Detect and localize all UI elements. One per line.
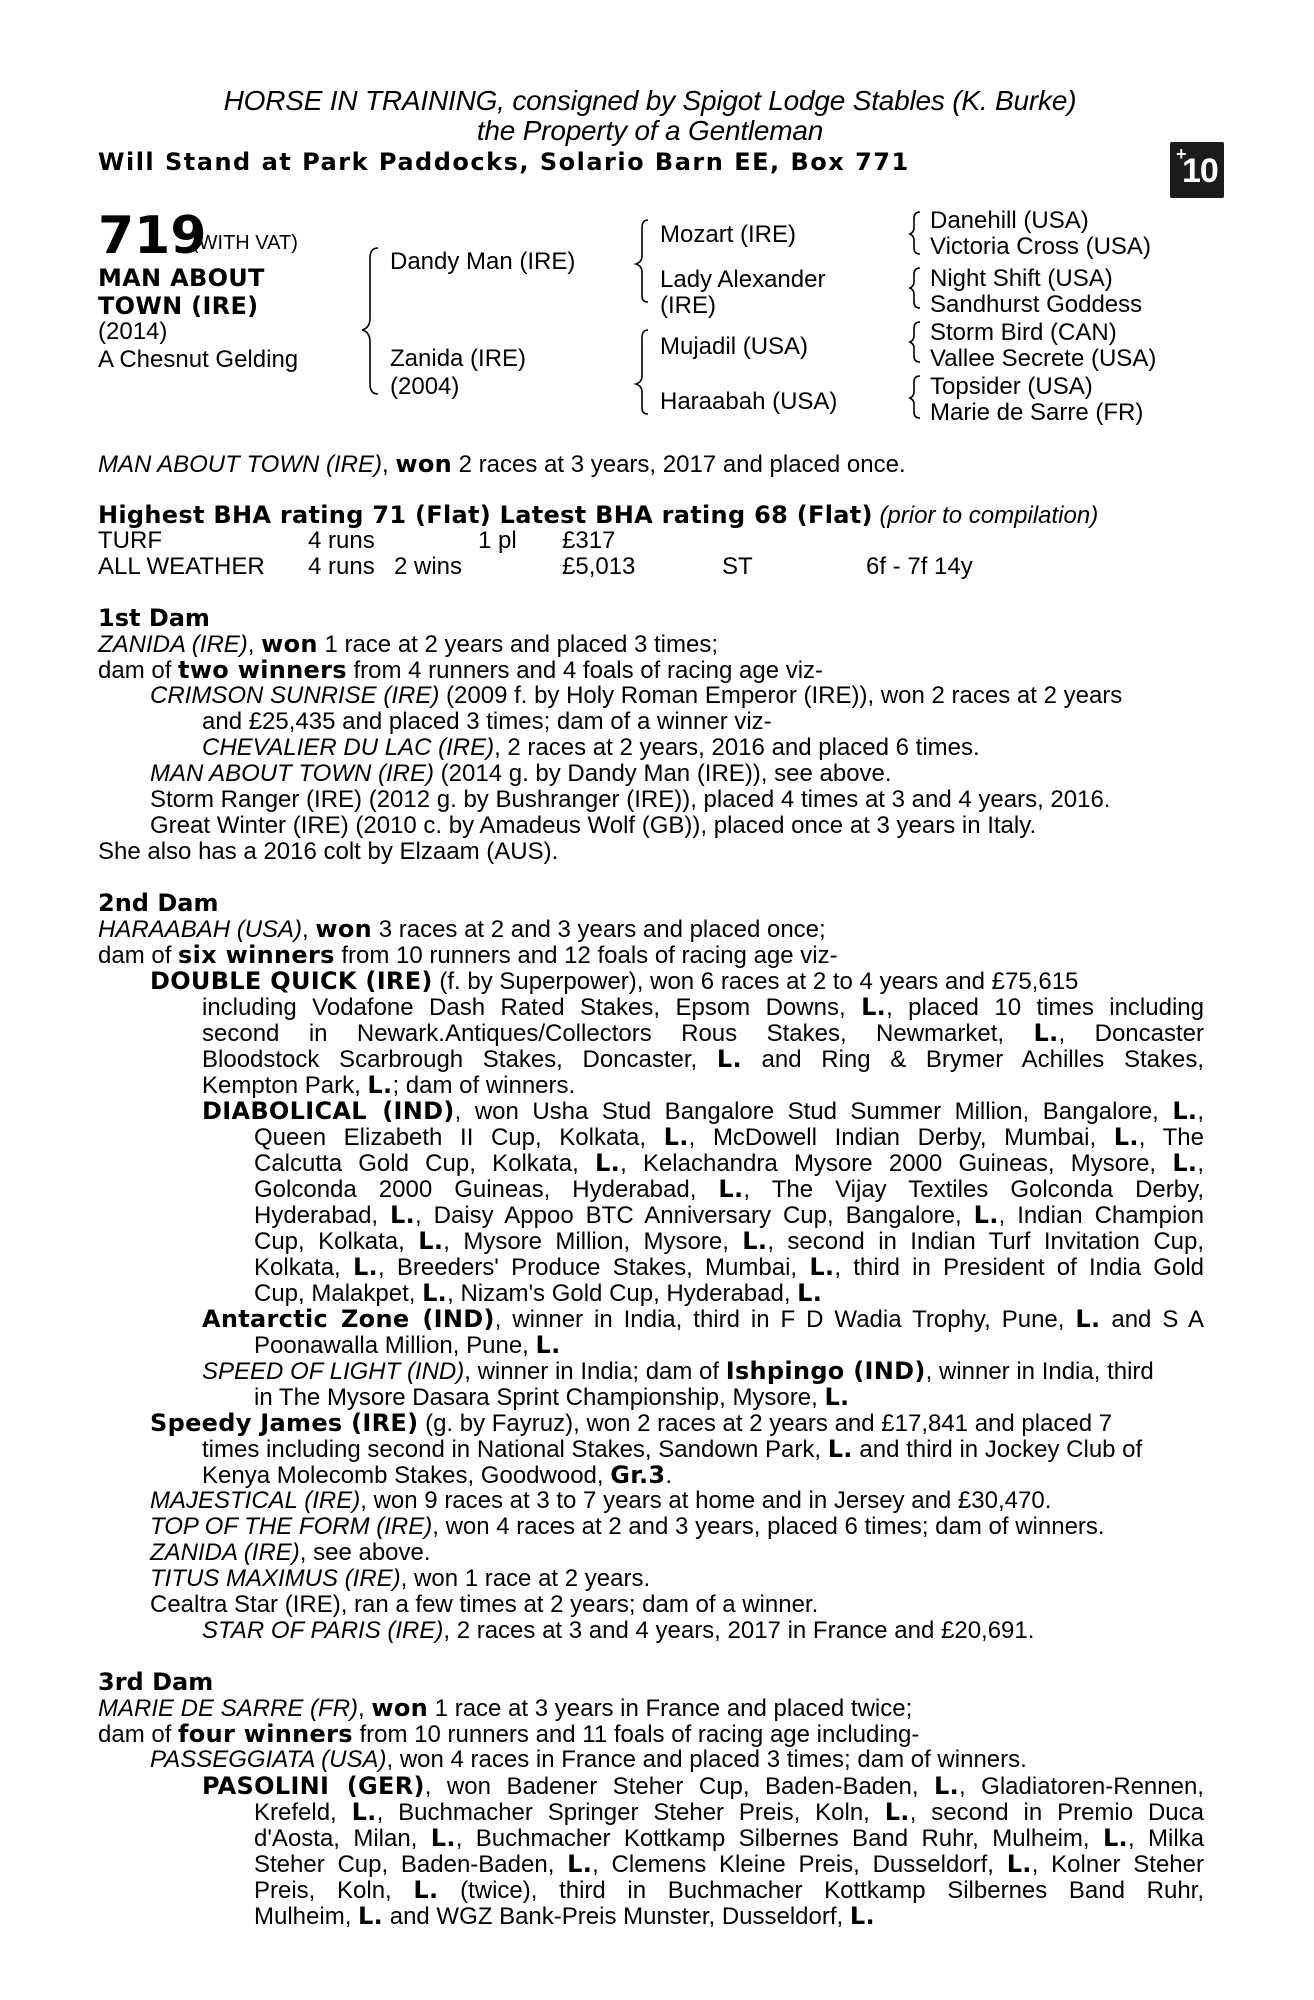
double-quick-line5 <box>202 1072 575 1099</box>
text-run: L. <box>351 1798 377 1826</box>
foaling-year: (2014) <box>98 318 168 345</box>
text-run: £5,013 <box>562 553 636 580</box>
horse-name-line1: MAN ABOUT <box>98 264 265 292</box>
diabolical-line3 <box>254 1150 1204 1177</box>
produce-crimson-sunrise-cont: and £25,435 and placed 3 times; dam of a winner viz- <box>202 708 772 735</box>
bracket-dam-line <box>636 330 648 414</box>
produce-majestical <box>150 1488 1051 1514</box>
text-run: Cup, Malakpet, <box>254 1280 423 1307</box>
text-run: TOP OF THE FORM (IRE) <box>150 1513 433 1540</box>
ancestor-g4: Sandhurst Goddess <box>930 291 1143 318</box>
text-run: L. <box>390 1201 416 1229</box>
first-dam-heading: 1st Dam <box>98 604 210 632</box>
text-run: (g. by Fayruz), won 2 races at 2 years and £17,841 and placed 7 <box>418 1410 1113 1437</box>
text-run: L. <box>535 1331 561 1359</box>
text-run: and third in Jockey Club of <box>852 1436 1143 1463</box>
double-quick-line2 <box>202 994 1204 1021</box>
text-run: , won 1 race at 2 years. <box>400 1565 651 1592</box>
text-run: L. <box>352 1253 378 1281</box>
diabolical-line2 <box>254 1124 1204 1151</box>
ancestor-g3: Night Shift (USA) <box>930 265 1113 292</box>
produce-passeggiata <box>150 1747 1027 1773</box>
text-run: L. <box>1006 1850 1032 1878</box>
text-run: L. <box>973 1201 999 1229</box>
text-run: times including second in National Stakes, Sandown Park, <box>202 1436 828 1463</box>
text-run: two winners <box>178 656 347 684</box>
first-dam-produce <box>98 657 823 684</box>
text-run: £317 <box>562 527 616 554</box>
text-run: , Milka <box>1127 1825 1205 1852</box>
text-run: second in Newark.Antiques/Collectors Rous Stakes, Newmarket, <box>202 1020 1034 1047</box>
text-run: , <box>382 451 396 478</box>
diabolical-line6 <box>254 1228 1204 1255</box>
text-run: Bloodstock Scarbrough Stakes, Doncaster, <box>202 1046 717 1073</box>
text-run: , 2 races at 2 years, 2016 and placed 6 times. <box>494 734 980 761</box>
text-run: L. <box>1172 1149 1198 1177</box>
produce-star-of-paris <box>202 1618 1034 1644</box>
text-run: 6f - 7f 14y <box>866 553 973 580</box>
produce-diabolical <box>202 1098 1204 1125</box>
bracket-g4 <box>910 376 920 418</box>
text-run: 4 runs <box>308 553 375 580</box>
text-run: , Gladiatoren-Rennen, <box>959 1773 1204 1800</box>
text-run: , won Usha Stud Bangalore Stud Summer Million, Bangalore, <box>454 1098 1173 1125</box>
text-run: 3 races at 2 and 3 years and placed once; <box>372 916 826 943</box>
third-dam-line <box>98 1695 912 1722</box>
text-run: DOUBLE QUICK (IRE) <box>150 967 433 995</box>
text-run: L. <box>358 1902 384 1930</box>
text-run: won <box>371 1694 429 1722</box>
text-run: , McDowell Indian Derby, Mumbai, <box>688 1124 1114 1151</box>
produce-antarctic-zone <box>202 1306 1204 1333</box>
second-dam-heading: 2nd Dam <box>98 889 219 917</box>
text-run: , won 4 races at 2 and 3 years, placed 6 times; dam of winners. <box>432 1513 1105 1540</box>
text-run: MAN ABOUT TOWN (IRE) <box>98 451 382 478</box>
badge-number: 10 <box>1182 152 1218 190</box>
produce-crimson-sunrise <box>150 683 1122 709</box>
diabolical-line5 <box>254 1202 1204 1229</box>
text-run: , winner in India, third in F D Wadia Trophy, Pune, <box>494 1306 1076 1333</box>
text-run: L. <box>1033 1019 1059 1047</box>
text-run: L. <box>1113 1123 1139 1151</box>
text-run: (2009 f. by Holy Roman Emperor (IRE)), won 2 races at 2 years <box>439 682 1123 709</box>
text-run: Queen Elizabeth II Cup, Kolkata, <box>254 1124 664 1151</box>
text-run: in The Mysore Dasara Sprint Championship, Mysore, <box>254 1384 825 1411</box>
text-run: d'Aosta, Milan, <box>254 1825 431 1852</box>
text-run: , The Vijay Textiles Golconda Derby, <box>743 1176 1204 1203</box>
produce-speed-of-light <box>202 1358 1154 1385</box>
text-run: L. <box>824 1383 850 1411</box>
horse-name-line2: TOWN (IRE) <box>98 292 259 320</box>
pasolini-line2 <box>254 1799 1204 1826</box>
text-run: HARAABAH (USA) <box>98 916 303 943</box>
text-run: Poonawalla Million, Pune, <box>254 1332 536 1359</box>
produce-titus-maximus <box>150 1566 650 1592</box>
diabolical-line7 <box>254 1254 1204 1281</box>
text-run: L. <box>827 1435 853 1463</box>
text-run: , winner in India, third <box>925 1358 1154 1385</box>
pasolini-line6 <box>254 1903 875 1930</box>
text-run: Kolkata, <box>254 1254 353 1281</box>
consignor-line: HORSE IN TRAINING, consigned by Spigot Lodge Stables (K. Burke) <box>223 85 1077 116</box>
ratings-line <box>98 502 1098 529</box>
text-run: six winners <box>178 941 335 969</box>
text-run: 4 runs <box>308 527 375 554</box>
text-run: , won Badener Steher Cup, Baden-Baden, <box>424 1773 934 1800</box>
bracket-g1 <box>910 212 920 254</box>
text-run: Gr.3 <box>610 1461 666 1489</box>
ancestor-g6: Vallee Secrete (USA) <box>930 345 1157 372</box>
speed-of-light-line2 <box>254 1384 849 1411</box>
text-run: Speedy James (IRE) <box>150 1409 419 1437</box>
text-run: CRIMSON SUNRISE (IRE) <box>150 682 440 709</box>
text-run: , 2 races at 3 and 4 years, 2017 in France and £20,691. <box>443 1617 1035 1644</box>
text-run: from 4 runners and 4 foals of racing age viz- <box>346 657 824 684</box>
text-run: PASSEGGIATA (USA) <box>150 1746 387 1773</box>
text-run: , Mysore Million, Mysore, <box>443 1228 743 1255</box>
text-run: Golconda 2000 Guineas, Hyderabad, <box>254 1176 719 1203</box>
double-quick-line3 <box>202 1020 1204 1047</box>
text-run: Cup, Kolkata, <box>254 1228 419 1255</box>
produce-great-winter: Great Winter (IRE) (2010 c. by Amadeus Wolf (GB)), placed once at 3 years in Italy. <box>150 812 1037 839</box>
text-run: TITUS MAXIMUS (IRE) <box>150 1565 401 1592</box>
text-run: , <box>358 1695 372 1722</box>
bracket-g2 <box>910 268 920 308</box>
text-run: , <box>1197 1098 1205 1125</box>
text-run: DIABOLICAL (IND) <box>202 1097 455 1125</box>
text-run: (twice), third in Buchmacher Kottkamp Silbernes Band Ruhr, <box>438 1877 1205 1904</box>
text-run: Kenya Molecomb Stakes, Goodwood, <box>202 1462 611 1489</box>
ancestor-g7: Topsider (USA) <box>930 373 1093 400</box>
text-run: L. <box>1075 1305 1101 1333</box>
first-dam-line <box>98 631 718 658</box>
text-run: , Breeders' Produce Stakes, Mumbai, <box>377 1254 810 1281</box>
text-run: , won 9 races at 3 to 7 years at home and in Jersey and £30,470. <box>360 1487 1052 1514</box>
text-run: L. <box>413 1876 439 1904</box>
text-run: PASOLINI (GER) <box>202 1772 425 1800</box>
speedy-james-line3 <box>202 1462 672 1489</box>
text-run: , Daisy Appoo BTC Anniversary Cup, Bangalore, <box>415 1202 974 1229</box>
text-run: , Buchmacher Springer Steher Preis, Koln, <box>376 1799 885 1826</box>
text-run: (2014 g. by Dandy Man (IRE)), see above. <box>434 760 892 787</box>
text-run: L. <box>718 1175 744 1203</box>
antarctic-zone-line2 <box>254 1332 561 1359</box>
text-run: L. <box>430 1824 456 1852</box>
sire-dam-line1: Lady Alexander <box>660 266 826 293</box>
bracket-sire-line <box>636 220 648 302</box>
produce-pasolini <box>202 1773 1204 1800</box>
third-dam-produce <box>98 1721 919 1748</box>
dam-year: (2004) <box>390 373 460 400</box>
stabling-line: Will Stand at Park Paddocks, Solario Barn EE, Box 771 <box>98 148 910 176</box>
text-run: L. <box>797 1279 823 1307</box>
text-run: and WGZ Bank-Preis Munster, Dusseldorf, <box>383 1903 850 1930</box>
text-run: L. <box>367 1071 393 1099</box>
ancestor-g1: Danehill (USA) <box>930 207 1089 234</box>
text-run: dam of <box>98 657 179 684</box>
bracket-g3 <box>910 322 920 362</box>
pedigree-brackets <box>0 0 1314 460</box>
text-run: L. <box>567 1850 593 1878</box>
pasolini-line3 <box>254 1825 1204 1852</box>
produce-zanida <box>150 1540 431 1566</box>
sire-name: Dandy Man (IRE) <box>390 248 576 275</box>
text-run: ; dam of winners. <box>392 1072 576 1099</box>
text-run: , <box>302 916 316 943</box>
property-line: the Property of a Gentleman <box>476 115 824 146</box>
dam-name: Zanida (IRE) <box>390 345 527 372</box>
text-run: , <box>1197 1150 1204 1177</box>
text-run: . <box>665 1462 673 1489</box>
third-dam-heading: 3rd Dam <box>98 1668 214 1696</box>
pasolini-line5 <box>254 1877 1204 1904</box>
text-run: 1 race at 2 years and placed 3 times; <box>317 631 718 658</box>
text-run: L. <box>1172 1097 1198 1125</box>
produce-chevalier-du-lac <box>202 735 980 761</box>
race-summary <box>98 451 906 478</box>
text-run: L. <box>595 1149 621 1177</box>
text-run: Antarctic Zone (IND) <box>202 1305 495 1333</box>
text-run: 1 race at 3 years in France and placed twice; <box>428 1695 913 1722</box>
text-run: Mulheim, <box>254 1903 359 1930</box>
text-run: , placed 10 times including <box>886 994 1204 1021</box>
text-run: 1 pl <box>478 527 517 554</box>
text-run: dam of <box>98 942 179 969</box>
text-run: won <box>395 450 452 478</box>
produce-man-about-town <box>150 761 892 787</box>
text-run: L. <box>742 1227 768 1255</box>
dam-dam: Haraabah (USA) <box>660 388 838 415</box>
lot-number: 719 <box>98 206 207 266</box>
sire-dam-line2: (IRE) <box>660 292 716 319</box>
ancestor-g8: Marie de Sarre (FR) <box>930 399 1144 426</box>
second-dam-produce <box>98 942 838 969</box>
text-run: 2 races at 3 years, 2017 and placed once. <box>452 451 906 478</box>
text-run: MAN ABOUT TOWN (IRE) <box>150 760 434 787</box>
text-run: STAR OF PARIS (IRE) <box>202 1617 444 1644</box>
text-run: dam of <box>98 1721 179 1748</box>
text-run: , <box>247 631 262 658</box>
badge-plus: + <box>1176 144 1187 164</box>
text-run: ZANIDA (IRE) <box>150 1539 300 1566</box>
text-run: Ishpingo (IND) <box>725 1357 926 1385</box>
text-run: , Doncaster <box>1058 1020 1204 1047</box>
text-run: L. <box>663 1123 689 1151</box>
text-run: Krefeld, <box>254 1799 352 1826</box>
text-run: 2 wins <box>394 553 463 580</box>
text-run: (prior to compilation) <box>879 502 1099 529</box>
text-run: won <box>315 915 373 943</box>
text-run: MARIE DE SARRE (FR) <box>98 1695 359 1722</box>
text-run: four winners <box>178 1720 353 1748</box>
second-dam-line <box>98 916 826 943</box>
bracket-generation1 <box>362 248 378 394</box>
text-run: Calcutta Gold Cup, Kolkata, <box>254 1150 596 1177</box>
speedy-james-line2 <box>202 1436 1142 1463</box>
text-run: (f. by Superpower), won 6 races at 2 to 4 years and £75,615 <box>432 968 1079 995</box>
text-run: , Kelachandra Mysore 2000 Guineas, Mysore, <box>620 1150 1173 1177</box>
text-run: L. <box>422 1279 448 1307</box>
text-run: from 10 runners and 12 foals of racing age viz- <box>334 942 838 969</box>
text-run: MAJESTICAL (IRE) <box>150 1487 361 1514</box>
text-run: won <box>261 630 318 658</box>
text-run: , third in President of India Gold <box>834 1254 1204 1281</box>
text-run: L. <box>418 1227 444 1255</box>
produce-2016-colt: She also has a 2016 colt by Elzaam (AUS). <box>98 838 559 865</box>
vat-note: (WITH VAT) <box>192 232 298 254</box>
text-run: and Ring & Brymer Achilles Stakes, <box>741 1046 1204 1073</box>
text-run: , second in Indian Turf Invitation Cup, <box>767 1228 1205 1255</box>
diabolical-line4 <box>254 1176 1204 1203</box>
text-run: and S A <box>1100 1306 1204 1333</box>
produce-speedy-james <box>150 1410 1112 1437</box>
text-run: L. <box>849 1902 875 1930</box>
ancestor-g5: Storm Bird (CAN) <box>930 319 1117 346</box>
text-run: ALL WEATHER <box>98 553 265 580</box>
text-run: , Buchmacher Kottkamp Silbernes Band Ruhr, Mulheim, <box>455 1825 1103 1852</box>
text-run: ZANIDA (IRE) <box>98 631 248 658</box>
produce-storm-ranger: Storm Ranger (IRE) (2012 g. by Bushranger (IRE)), placed 4 times at 3 and 4 years, 2016. <box>150 786 1111 813</box>
text-run: Steher Cup, Baden-Baden, <box>254 1851 568 1878</box>
text-run: , second in Premio Duca <box>909 1799 1204 1826</box>
text-run: Kempton Park, <box>202 1072 368 1099</box>
horse-description: A Chesnut Gelding <box>98 346 299 373</box>
text-run: , Kolner Steher <box>1031 1851 1204 1878</box>
text-run: , Clemens Kleine Preis, Dusseldorf, <box>592 1851 1007 1878</box>
text-run: Hyderabad, <box>254 1202 391 1229</box>
text-run: L. <box>861 993 887 1021</box>
text-run: , see above. <box>299 1539 431 1566</box>
text-run: TURF <box>98 527 162 554</box>
text-run: , winner in India; dam of <box>464 1358 726 1385</box>
sire-sire: Mozart (IRE) <box>660 221 797 248</box>
dam-sire: Mujadil (USA) <box>660 333 809 360</box>
diabolical-line8 <box>254 1280 822 1307</box>
text-run: L. <box>809 1253 835 1281</box>
text-run: , The <box>1138 1124 1204 1151</box>
text-run: L. <box>934 1772 960 1800</box>
text-run: , Nizam's Gold Cup, Hyderabad, <box>447 1280 798 1307</box>
text-run: L. <box>716 1045 742 1073</box>
produce-top-of-the-form <box>150 1514 1105 1540</box>
pasolini-line4 <box>254 1851 1204 1878</box>
text-run: including Vodafone Dash Rated Stakes, Epsom Downs, <box>202 994 862 1021</box>
text-run: , Indian Champion <box>998 1202 1204 1229</box>
text-run: L. <box>884 1798 910 1826</box>
text-run: Highest BHA rating 71 (Flat) Latest BHA rating 68 (Flat) <box>98 501 873 529</box>
text-run: Preis, Koln, <box>254 1877 414 1904</box>
produce-cealtra-star: Cealtra Star (IRE), ran a few times at 2 years; dam of a winner. <box>150 1591 819 1618</box>
ancestor-g2: Victoria Cross (USA) <box>930 233 1151 260</box>
text-run: ST <box>722 553 753 580</box>
double-quick-line4 <box>202 1046 1204 1073</box>
text-run: SPEED OF LIGHT (IND) <box>202 1358 465 1385</box>
text-run: , won 4 races in France and placed 3 times; dam of winners. <box>386 1746 1027 1773</box>
text-run: from 10 runners and 11 foals of racing age including- <box>352 1721 920 1748</box>
produce-double-quick <box>150 968 1078 995</box>
text-run: L. <box>1102 1824 1128 1852</box>
text-run: CHEVALIER DU LAC (IRE) <box>202 734 495 761</box>
